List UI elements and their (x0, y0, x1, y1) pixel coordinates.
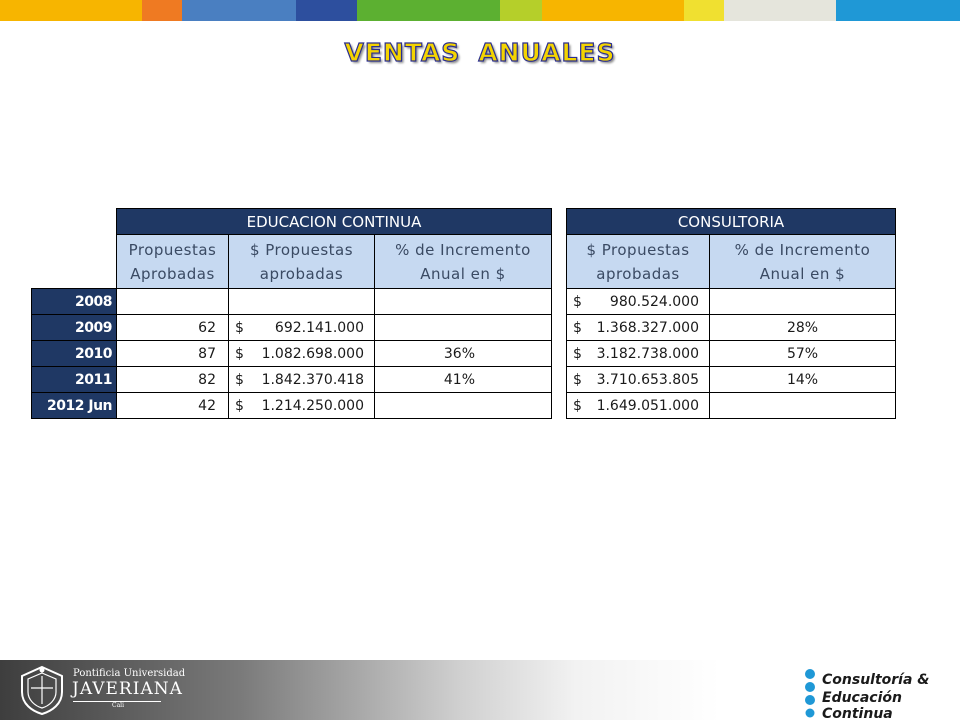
brand-color-strip (0, 0, 960, 21)
incremento-cell: 57% (710, 341, 896, 367)
col-header-line: $ Propuestas (586, 240, 690, 259)
strip-segment (142, 0, 182, 21)
incremento-cell: 41% (375, 367, 552, 393)
monto-cell (567, 367, 710, 393)
currency-symbol: $ (573, 319, 582, 336)
currency-symbol: $ (573, 345, 582, 362)
strip-segment (724, 0, 836, 21)
strip-segment (836, 0, 960, 21)
university-name-line1: Pontificia Universidad (73, 668, 186, 679)
table-row (32, 393, 552, 419)
propuestas-cell (117, 289, 229, 315)
monto-value: 3.182.738.000 (596, 345, 699, 362)
incremento-cell: 28% (710, 315, 896, 341)
consultoria-header: CONSULTORIA (567, 209, 896, 235)
col-header-line: Anual en $ (420, 264, 506, 283)
currency-symbol: $ (235, 397, 244, 414)
monto-value: 1.082.698.000 (261, 345, 364, 362)
year-cell: 2012 Jun (32, 393, 117, 419)
unit-name-line2: Educación Continua (822, 690, 902, 722)
col-header-line: Aprobadas (130, 264, 215, 283)
incremento-cell (375, 289, 552, 315)
incremento-cell (375, 315, 552, 341)
propuestas-cell: 42 (117, 393, 229, 419)
monto-value: 692.141.000 (274, 319, 364, 336)
corner-blank (32, 235, 117, 289)
propuestas-cell: 87 (117, 341, 229, 367)
corner-blank (32, 209, 117, 235)
incremento-cell (710, 393, 896, 419)
col-header-line: Propuestas (128, 240, 217, 259)
year-cell: 2010 (32, 341, 117, 367)
educacion-continua-table (31, 208, 552, 419)
table-row (32, 289, 552, 315)
table-row (567, 367, 896, 393)
consultoria-logo-icon (800, 668, 820, 718)
year-cell: 2009 (32, 315, 117, 341)
monto-cell (229, 367, 375, 393)
col-header-line: Anual en $ (759, 264, 846, 283)
monto-value: 1.368.327.000 (596, 319, 699, 336)
currency-symbol: $ (235, 319, 244, 336)
strip-segment (500, 0, 542, 21)
incremento-cell: 36% (375, 341, 552, 367)
monto-cell (229, 289, 375, 315)
monto-cell (229, 315, 375, 341)
strip-segment (684, 0, 724, 21)
university-campus: Cali (112, 702, 125, 709)
col-header-line: % de Incremento (734, 240, 871, 259)
table-row (567, 341, 896, 367)
propuestas-cell: 62 (117, 315, 229, 341)
strip-segment (0, 0, 142, 21)
table-row (567, 393, 896, 419)
col-header-monto (567, 235, 710, 289)
year-cell: 2011 (32, 367, 117, 393)
incremento-cell (375, 393, 552, 419)
currency-symbol: $ (573, 293, 582, 310)
strip-segment (182, 0, 296, 21)
table-row (32, 367, 552, 393)
table-row (567, 289, 896, 315)
col-header-line: aprobadas (596, 264, 680, 283)
unit-name-line1: Consultoría & (822, 672, 930, 688)
col-header-incremento (375, 235, 552, 289)
propuestas-cell: 82 (117, 367, 229, 393)
monto-cell (229, 341, 375, 367)
table-row (32, 341, 552, 367)
strip-segment (296, 0, 357, 21)
incremento-cell: 14% (710, 367, 896, 393)
monto-value: 3.710.653.805 (596, 371, 699, 388)
col-header-monto (229, 235, 375, 289)
university-name-line2: JAVERIANA (72, 679, 183, 699)
monto-cell (567, 315, 710, 341)
col-header-line: % de Incremento (395, 240, 531, 259)
year-cell: 2008 (32, 289, 117, 315)
table-row (567, 315, 896, 341)
university-crest-icon (16, 664, 68, 716)
currency-symbol: $ (573, 397, 582, 414)
strip-segment (542, 0, 684, 21)
monto-value: 1.649.051.000 (596, 397, 699, 414)
monto-value: 980.524.000 (609, 293, 699, 310)
monto-cell (567, 393, 710, 419)
monto-value: 1.214.250.000 (261, 397, 364, 414)
col-header-propuestas (117, 235, 229, 289)
strip-segment (357, 0, 500, 21)
incremento-cell (710, 289, 896, 315)
col-header-line: $ Propuestas (249, 240, 354, 259)
monto-cell (567, 289, 710, 315)
table-row (32, 315, 552, 341)
currency-symbol: $ (235, 345, 244, 362)
title-word-2: ANUALES (478, 38, 616, 67)
col-header-incremento (710, 235, 896, 289)
currency-symbol: $ (573, 371, 582, 388)
col-header-line: aprobadas (259, 264, 344, 283)
monto-value: 1.842.370.418 (261, 371, 364, 388)
consultoria-table (566, 208, 896, 419)
page-title (0, 38, 960, 67)
currency-symbol: $ (235, 371, 244, 388)
monto-cell (229, 393, 375, 419)
monto-cell (567, 341, 710, 367)
educacion-header: EDUCACION CONTINUA (117, 209, 552, 235)
title-word-1: VENTAS (344, 38, 461, 67)
